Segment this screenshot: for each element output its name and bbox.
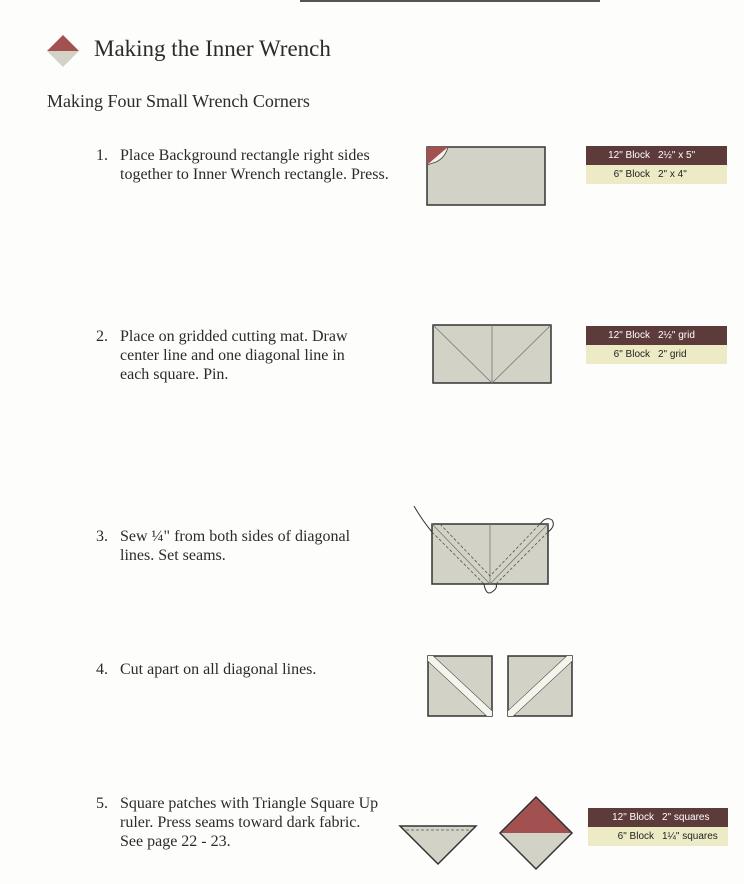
badge-value: 1¼" squares bbox=[662, 831, 718, 842]
badge-value: 2½" grid bbox=[658, 330, 695, 341]
step-line: each square. Pin. bbox=[120, 366, 229, 383]
step-line: Square patches with Triangle Square Up bbox=[120, 795, 379, 812]
size-badge-3 bbox=[588, 808, 728, 846]
step-1-rectangle-figure bbox=[426, 146, 546, 206]
step-line: together to Inner Wrench rectangle. Press. bbox=[120, 166, 389, 183]
step-number: 2. bbox=[96, 328, 108, 345]
badge-row-large bbox=[588, 808, 728, 827]
step-number: 5. bbox=[96, 795, 108, 812]
badge-row-large bbox=[586, 146, 727, 165]
step-number: 3. bbox=[96, 528, 108, 545]
page-title: Making the Inner Wrench bbox=[94, 36, 331, 61]
badge-value: 2" grid bbox=[658, 349, 687, 360]
step-line: Cut apart on all diagonal lines. bbox=[120, 661, 317, 678]
step-number: 1. bbox=[96, 147, 108, 164]
step-4-cut-figure bbox=[426, 654, 576, 718]
badge-label: 12" Block bbox=[612, 812, 654, 823]
badge-value: 2½" x 5" bbox=[658, 150, 696, 161]
badge-row-small bbox=[586, 165, 727, 184]
badge-value: 2" squares bbox=[662, 812, 710, 823]
section-subtitle: Making Four Small Wrench Corners bbox=[47, 91, 310, 111]
step-5-pressed-square-icon bbox=[498, 795, 574, 871]
title-diamond-icon bbox=[46, 34, 80, 68]
badge-value: 2" x 4" bbox=[658, 169, 687, 180]
badge-label: 6" Block bbox=[613, 169, 650, 180]
step-2-gridded-figure bbox=[432, 324, 552, 384]
step-5-half-triangle-icon bbox=[398, 824, 478, 868]
step-line: See page 22 - 23. bbox=[120, 833, 231, 850]
step-line: Place Background rectangle right sides bbox=[120, 147, 370, 164]
badge-row-small bbox=[588, 827, 728, 846]
badge-row-large bbox=[586, 326, 727, 345]
badge-label: 6" Block bbox=[613, 349, 650, 360]
step-line: center line and one diagonal line in bbox=[120, 347, 345, 364]
step-number: 4. bbox=[96, 661, 108, 678]
size-badge-2 bbox=[586, 326, 727, 364]
badge-row-small bbox=[586, 345, 727, 364]
badge-label: 6" Block bbox=[617, 831, 654, 842]
step-line: Sew ¼" from both sides of diagonal bbox=[120, 528, 351, 545]
badge-label: 12" Block bbox=[608, 330, 650, 341]
step-line: Place on gridded cutting mat. Draw bbox=[120, 328, 348, 345]
size-badge-1 bbox=[586, 146, 727, 184]
badge-label: 12" Block bbox=[608, 150, 650, 161]
step-line: lines. Set seams. bbox=[120, 547, 226, 564]
top-rule bbox=[300, 0, 600, 2]
step-line: ruler. Press seams toward dark fabric. bbox=[120, 814, 361, 831]
step-3-sewn-figure bbox=[412, 504, 562, 596]
